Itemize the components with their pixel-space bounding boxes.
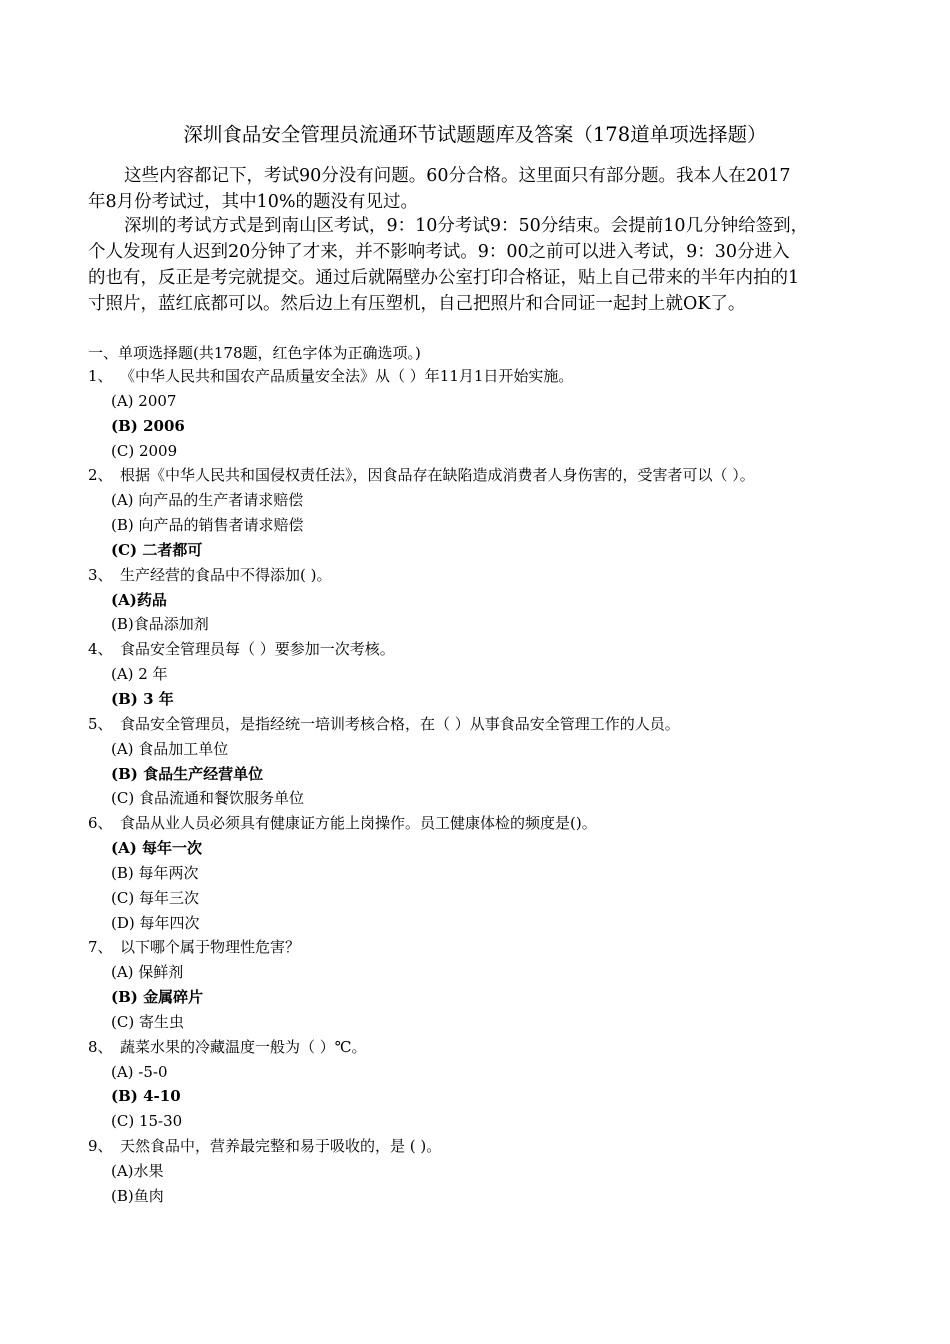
answer-option-correct: (B) 金属碎片 — [111, 988, 204, 1007]
answer-option-correct: (B) 食品生产经营单位 — [111, 764, 264, 783]
question-number: 9、 — [88, 1137, 113, 1156]
answer-option: (C) 15-30 — [111, 1112, 183, 1131]
question-number: 4、 — [88, 640, 113, 659]
question-text: 以下哪个属于物理性危害？ — [120, 938, 301, 957]
question-text: 食品安全管理员，是指经统一培训考核合格，在（ ）从事食品安全管理工作的人员。 — [120, 714, 680, 733]
question-number: 1、 — [88, 367, 113, 385]
question-text: 食品安全管理员每（ ）要参加一次考核。 — [120, 640, 395, 659]
question-text: 《中华人民共和国农产品质量安全法》从（ ）年11月1日开始实施。 — [120, 367, 574, 385]
answer-option: (D) 每年四次 — [111, 913, 200, 932]
intro-paragraph-1 — [88, 163, 863, 215]
intro-line: 寸照片，蓝红底都可以。然后边上有压塑机，自己把照片和合同证一起封上就OK了。 — [88, 294, 746, 314]
answer-option: (A) 2 年 — [111, 665, 168, 684]
question-item — [88, 1134, 868, 1159]
answer-option: (C) 2009 — [111, 441, 178, 460]
question-item — [88, 811, 868, 836]
answer-option: (C) 每年三次 — [111, 888, 199, 907]
question-item — [88, 463, 868, 488]
question-text: 根据《中华人民共和国侵权责任法》，因食品存在缺陷造成消费者人身伤害的，受害者可以（ ）。 — [120, 466, 755, 485]
answer-option: (C) 食品流通和餐饮服务单位 — [111, 789, 304, 808]
question-number: 7、 — [88, 938, 113, 957]
intro-paragraph-2 — [88, 213, 863, 317]
question-item — [88, 364, 868, 389]
question-number: 3、 — [88, 565, 113, 584]
answer-option-correct: (A) 每年一次 — [111, 839, 203, 858]
answer-option: (A) -5-0 — [111, 1062, 168, 1081]
question-text: 生产经营的食品中不得添加( )。 — [120, 565, 332, 584]
answer-option: (C) 寄生虫 — [111, 1012, 184, 1031]
answer-option: (A) 保鲜剂 — [111, 963, 184, 982]
answer-option-correct: (A)药品 — [111, 590, 167, 609]
question-number: 5、 — [88, 714, 113, 733]
question-item — [88, 637, 868, 662]
question-list — [88, 364, 868, 1209]
answer-option-correct: (B) 4-10 — [111, 1087, 181, 1106]
section-header: 一、单项选择题(共178题，红色字体为正确选项。) — [88, 344, 421, 362]
question-text: 食品从业人员必须具有健康证方能上岗操作。员工健康体检的频度是()。 — [120, 814, 597, 833]
question-number: 2、 — [88, 466, 113, 485]
document-title: 深圳食品安全管理员流通环节试题题库及答案（178道单项选择题） — [183, 123, 767, 146]
answer-option-correct: (B) 2006 — [111, 416, 185, 435]
intro-line: 的也有，反正是考完就提交。通过后就隔壁办公室打印合格证，贴上自己带来的半年内拍的1 — [88, 268, 800, 288]
question-number: 6、 — [88, 814, 113, 833]
question-item — [88, 712, 868, 737]
question-item — [88, 1035, 868, 1060]
answer-option: (A) 向产品的生产者请求赔偿 — [111, 491, 304, 510]
answer-option: (B) 每年两次 — [111, 863, 199, 882]
answer-option: (A)水果 — [111, 1162, 164, 1180]
question-text: 天然食品中，营养最完整和易于吸收的，是 ( )。 — [120, 1137, 442, 1156]
question-item — [88, 563, 868, 588]
intro-line: 深圳的考试方式是到南山区考试，9：10分考试9：50分结束。会提前10几分钟给签到， — [124, 216, 809, 236]
answer-option: (B)鱼肉 — [111, 1186, 164, 1205]
answer-option-correct: (C) 二者都可 — [111, 540, 203, 559]
question-item — [88, 935, 868, 960]
answer-option: (A) 2007 — [111, 391, 177, 410]
question-text: 蔬菜水果的冷藏温度一般为（ ）℃。 — [120, 1037, 367, 1056]
answer-option: (A) 食品加工单位 — [111, 739, 229, 758]
intro-line: 这些内容都记下，考试90分没有问题。60分合格。这里面只有部分题。我本人在2017 — [124, 166, 791, 186]
question-number: 8、 — [88, 1037, 113, 1056]
answer-option: (B)食品添加剂 — [111, 615, 209, 634]
answer-option: (B) 向产品的销售者请求赔偿 — [111, 516, 304, 535]
intro-line: 年8月份考试过，其中10%的题没有见过。 — [88, 192, 419, 212]
answer-option-correct: (B) 3 年 — [111, 689, 174, 708]
intro-line: 个人发现有人迟到20分钟了才来，并不影响考试。9：00之前可以进入考试，9：30分进入 — [88, 242, 790, 262]
